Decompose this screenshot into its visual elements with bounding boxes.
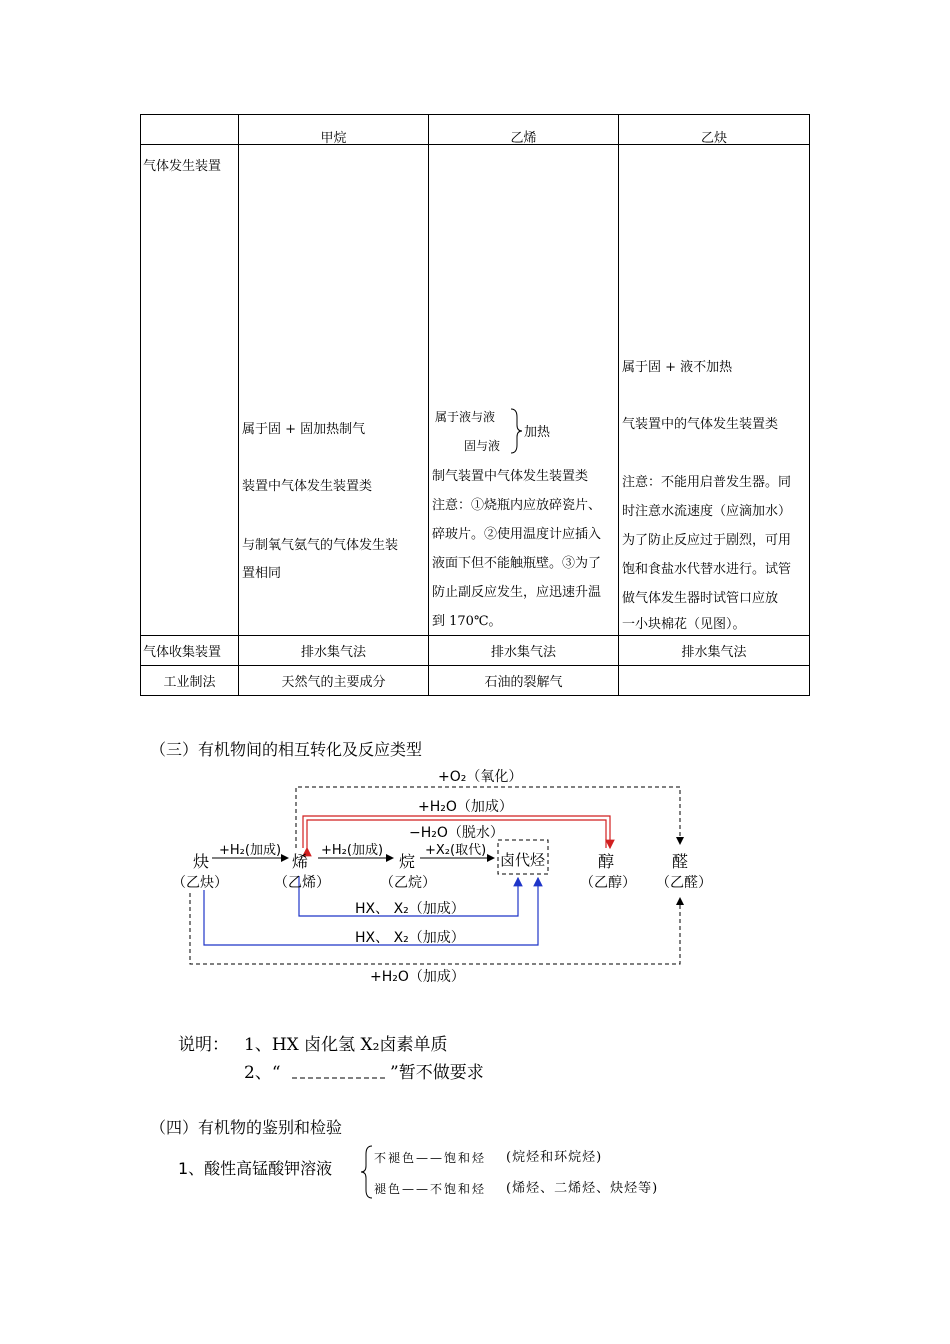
h2o-add-label: +H₂O（加成） [418, 799, 513, 815]
o2-label: +O₂（氧化） [438, 769, 523, 785]
section4-item1: 1、酸性高锰酸钾溶液 [178, 1159, 333, 1178]
node-alkene-sub: （乙烯） [274, 875, 330, 891]
h2-add-label-2: +H₂(加成) [321, 843, 384, 858]
section4-title: （四）有机物的鉴别和检验 [150, 1118, 343, 1137]
branch2-text: 褪色——不饱和烃 [374, 1182, 487, 1196]
cell-ethylene-industry: 石油的裂解气 [429, 666, 619, 696]
node-alcohol-sub: （乙醇） [580, 875, 636, 891]
note-2-pre: 2、“ [244, 1063, 281, 1083]
cell-methane-generator: 属于固 + 固加热制气 装置中气体发生装置类 与制氧气氨气的气体发生装 置相同 [239, 145, 429, 636]
brace-icon-2 [360, 1144, 374, 1200]
hx-label-1: HX、 X₂（加成） [355, 901, 465, 917]
node-alkane-sub: （乙烷） [380, 875, 436, 891]
h2-add-label-1: +H₂(加成) [219, 843, 282, 858]
node-aldehyde-sub: （乙醛） [656, 875, 712, 891]
row-label-collection: 气体收集装置 [141, 636, 239, 666]
node-alkene: 烯 [292, 852, 309, 871]
header-cell-ethylene: 乙烯 [429, 115, 619, 145]
node-haloalkane: 卤代烃 [500, 851, 546, 869]
header-cell-acetylene: 乙炔 [619, 115, 810, 145]
node-aldehyde: 醛 [672, 852, 689, 871]
branch1-paren: (烷烃和环烷烃) [506, 1150, 603, 1165]
branch2-paren: (烯烃、二烯烃、炔烃等) [506, 1181, 659, 1196]
section3-title: （三）有机物间的相互转化及反应类型 [150, 740, 423, 759]
node-alkyne-sub: （乙炔） [172, 875, 228, 891]
node-alkane: 烷 [399, 852, 416, 871]
cell-acetylene-generator: 属于固 + 液不加热 气装置中的气体发生装置类 注意：不能用启普发生器。同 时注意水流速度（应滴加水） 为了防止反应过于剧烈，可用 饱和食盐水代替水进行。试管 做气体发生器时试管口应放 一小块棉花（见图）。 [619, 145, 810, 636]
cell-ethylene-generator: 属于液与液 固与液 加热 制气装置中气体发生装置类 注意：①烧瓶内应放碎瓷片、 碎玻片。②使用温度计应插入 液面下但不能触瓶壁。③为了 防止副反应发生，应迅速升温 到 170℃。 [429, 145, 619, 636]
node-alcohol: 醇 [598, 852, 615, 871]
note-2-post: ”暂不做要求 [390, 1063, 484, 1083]
note-label: 说明： [178, 1035, 229, 1055]
header-cell-methane: 甲烷 [239, 115, 429, 145]
cell-methane-industry: 天然气的主要成分 [239, 666, 429, 696]
hx-label-2: HX、 X₂（加成） [355, 930, 465, 946]
note-1: 1、HX 卤化氢 X₂卤素单质 [244, 1035, 448, 1055]
cell-acetylene-collection: 排水集气法 [619, 636, 810, 666]
x2-sub-label: +X₂(取代) [425, 843, 487, 858]
cell-methane-collection: 排水集气法 [239, 636, 429, 666]
row-label-industry: 工业制法 [141, 666, 239, 696]
node-alkyne: 炔 [193, 852, 210, 871]
h2o-remove-label: −H₂O（脱水） [409, 825, 504, 841]
row-label-generator: 气体发生装置 [141, 145, 239, 636]
bottom-h2o-label: +H₂O（加成） [370, 969, 465, 985]
cell-ethylene-collection: 排水集气法 [429, 636, 619, 666]
branch1-text: 不褪色——饱和烃 [374, 1151, 487, 1165]
